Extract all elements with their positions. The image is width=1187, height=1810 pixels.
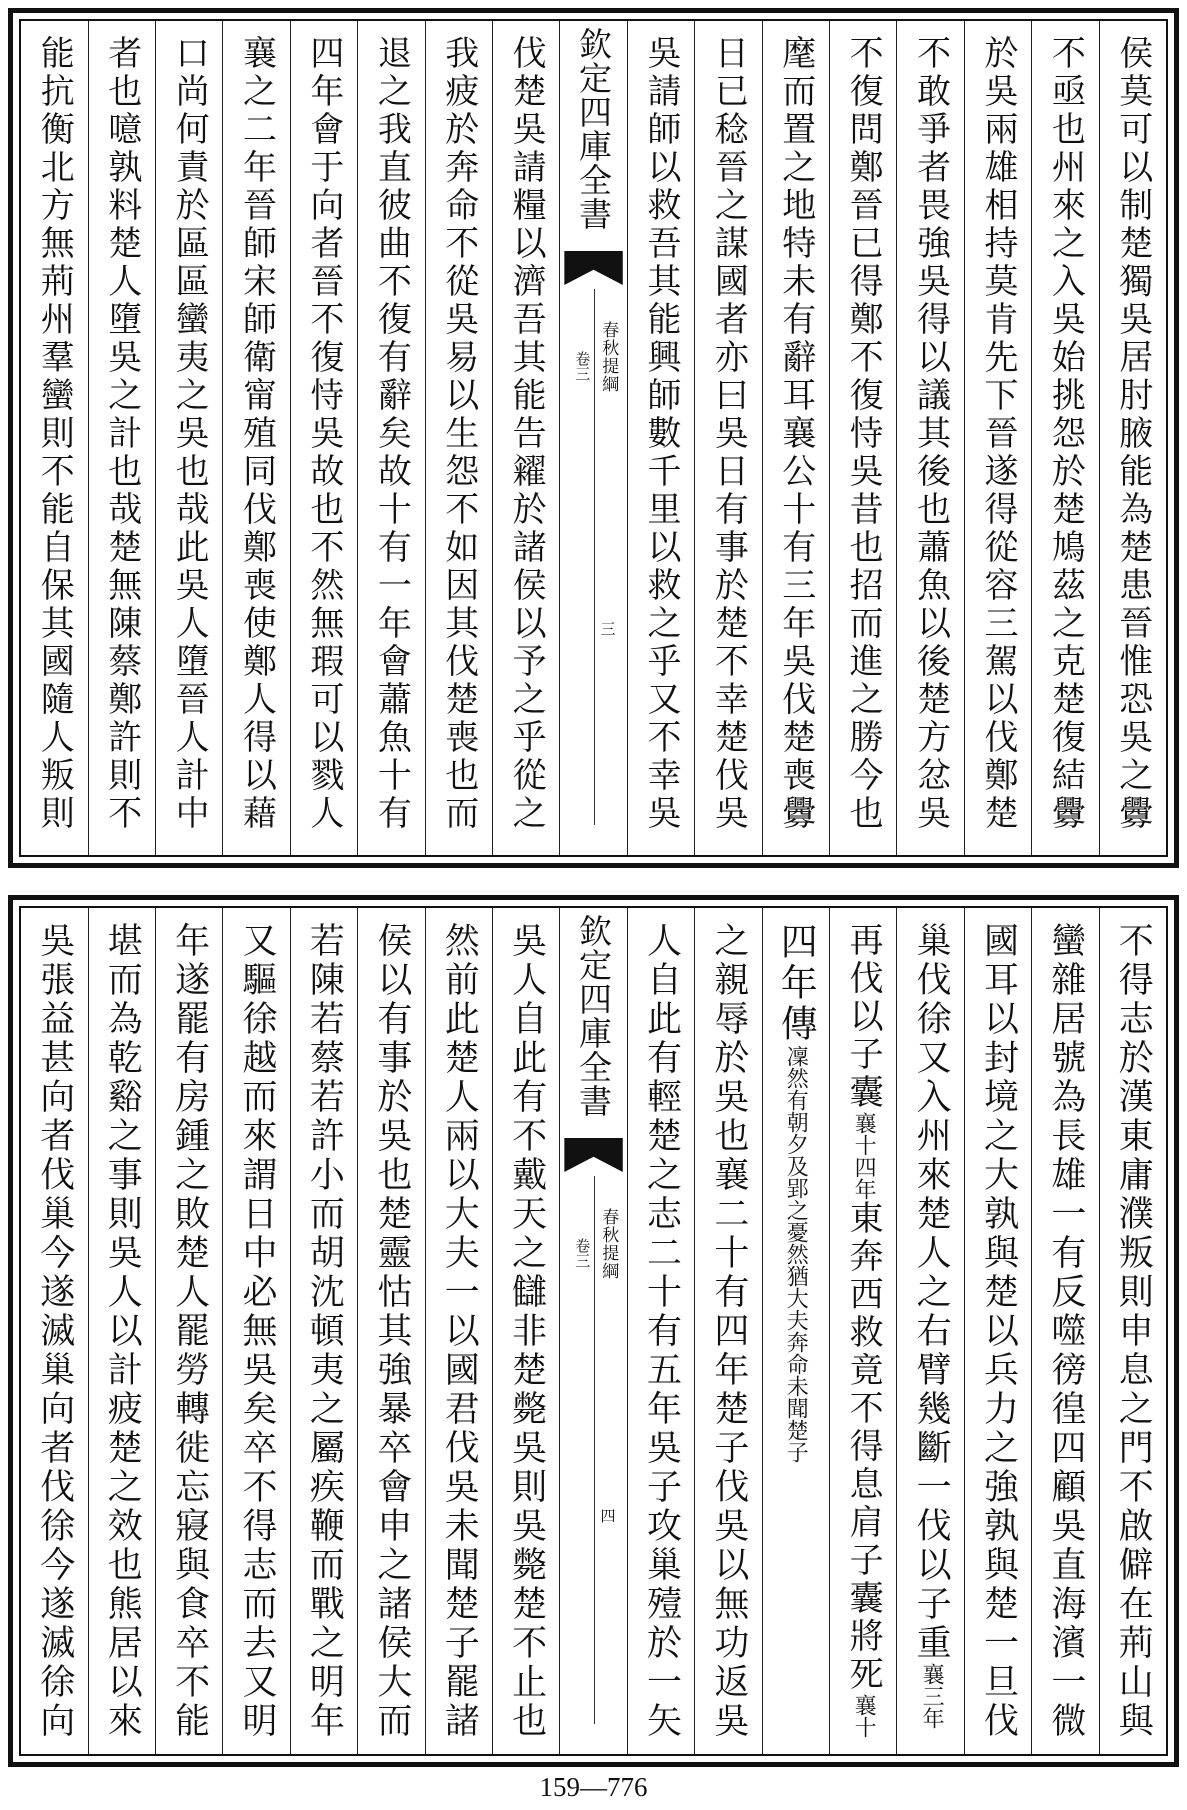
text-column	[222, 21, 289, 855]
text-column	[627, 21, 694, 855]
column-text: 麾而置之地特未有辭耳襄公十有三年吳伐楚喪釁	[775, 35, 816, 833]
column-text: 吳人自此有不戴天之讎非楚斃吳則吳斃楚不止也	[506, 922, 547, 1741]
column-text: 若陳若蔡若許小而胡沈頓夷之屬疾鞭而戰之明年	[304, 922, 345, 1741]
main-text-run: 四年傳	[774, 922, 818, 1045]
text-column	[1031, 21, 1098, 855]
top-text-columns	[21, 21, 1166, 855]
text-column	[694, 908, 761, 1754]
column-text: 退之我直彼曲不復有辭矣故十有一年會蕭魚十有	[371, 35, 412, 833]
annotation-note: 凜然有朝夕及郢之憂然猶大夫奔命未聞楚子	[783, 1045, 809, 1463]
fish-tail-mark-icon	[564, 251, 622, 285]
column-text: 人自此有輕楚之志二十有五年吳子攻巢殪於一矢	[641, 922, 682, 1741]
main-text-run: 再伐以子囊	[843, 922, 884, 1112]
column-text: 者也噫孰料楚人墮吳之計也哉楚無陳蔡鄭許則不	[101, 35, 142, 833]
text-column	[896, 21, 963, 855]
column-text: 年遂罷有房鍾之敗楚人罷勞轉徙忘寢與食卒不能	[169, 922, 210, 1741]
top-page-panel	[8, 8, 1179, 868]
text-column	[290, 908, 357, 1754]
page-number-footer: 159—776	[539, 1772, 648, 1802]
column-text	[843, 922, 884, 1738]
column-text: 蠻雜居號為長雄一有反噬徬徨四顧吳直海濱一微	[1045, 922, 1086, 1741]
column-text: 日已稔晉之謀國者亦曰吳日有事於楚不幸楚伐吳	[708, 35, 749, 833]
column-text: 四年會于向者晉不復恃吳故也不然無瑕可以戮人	[303, 35, 344, 833]
text-column	[21, 21, 87, 855]
text-column	[290, 21, 357, 855]
book-title: 春秋提綱	[598, 321, 619, 393]
text-column	[1031, 908, 1098, 1754]
text-column	[492, 908, 559, 1754]
text-column	[1099, 908, 1166, 1754]
bottom-page-panel	[8, 895, 1179, 1767]
volume-label: 卷三	[573, 1238, 592, 1268]
column-text: 然前此楚人兩以大夫一以國君伐吳未聞楚子罷諸	[439, 922, 480, 1741]
bottom-text-columns	[21, 908, 1166, 1754]
column-text: 不亟也州來之入吳始挑怨於楚鳩茲之克楚復結釁	[1045, 35, 1086, 833]
text-column	[357, 21, 424, 855]
spine-rule	[594, 1176, 595, 1724]
column-text: 吳請師以救吾其能興師數千里以救之乎又不幸吳	[640, 35, 681, 833]
text-column	[492, 21, 559, 855]
text-column	[829, 21, 896, 855]
text-column	[964, 21, 1031, 855]
annotation-note: 襄十四年	[851, 1112, 877, 1200]
column-text: 侯以有事於吳也楚靈怙其強暴卒會申之諸侯大而	[371, 922, 412, 1741]
folio-number: 四	[598, 1508, 617, 1523]
column-text	[774, 922, 818, 1463]
collection-title: 欽定四庫全書	[574, 27, 614, 231]
text-column	[896, 908, 963, 1754]
text-column	[222, 908, 289, 1754]
main-text-run: 巢伐徐又入州來楚人之右臂幾斷一伐以子重	[911, 922, 952, 1663]
column-text: 伐楚吳請糧以濟吾其能告糴於諸侯以予之乎從之	[506, 35, 547, 833]
text-column	[829, 908, 896, 1754]
column-text: 堪而為乾谿之事則吳人以計疲楚之效也熊居以來	[102, 922, 143, 1741]
text-column	[694, 21, 761, 855]
bottom-page-frame	[19, 906, 1168, 1756]
text-column	[88, 21, 155, 855]
main-text-run: 東奔西救竟不得息肩子囊將死	[843, 1200, 884, 1694]
text-column	[762, 21, 829, 855]
folio-number: 三	[598, 621, 617, 636]
annotation-note: 襄十	[851, 1694, 877, 1738]
fish-tail-mark-icon	[564, 1138, 622, 1172]
spine-rule	[594, 289, 595, 825]
text-column	[425, 21, 492, 855]
text-column	[21, 908, 87, 1754]
text-column	[1099, 21, 1166, 855]
column-text: 之親辱於吳也襄二十有四年楚子伐吳以無功返吳	[708, 922, 749, 1741]
column-text: 侯莫可以制楚獨吳居肘腋能為楚患晉惟恐吳之釁	[1112, 35, 1153, 833]
text-column	[155, 21, 222, 855]
volume-label: 卷三	[573, 351, 592, 381]
column-text: 襄之二年晉師宋師衛甯殖同伐鄭喪使鄭人得以藉	[236, 35, 277, 833]
column-text: 不敢爭者畏強吳得以議其後也蕭魚以後楚方忿吳	[910, 35, 951, 833]
collection-title: 欽定四庫全書	[574, 914, 614, 1118]
column-text	[911, 922, 952, 1729]
center-spine-column	[559, 21, 626, 855]
text-column	[627, 908, 694, 1754]
column-text: 能抗衡北方無荊州羣蠻則不能自保其國隨人叛則	[34, 35, 75, 833]
column-text: 國耳以封境之大孰與楚以兵力之強孰與楚一旦伐	[978, 922, 1019, 1741]
column-text: 口尚何責於區區蠻夷之吳也哉此吳人墮晉人計中	[169, 35, 210, 833]
column-text: 不復問鄭晉已得鄭不復恃吳昔也招而進之勝今也	[843, 35, 884, 833]
text-column	[964, 908, 1031, 1754]
text-column	[357, 908, 424, 1754]
book-title: 春秋提綱	[598, 1208, 619, 1280]
column-text: 又驅徐越而來謂日中必無吳矣卒不得志而去又明	[237, 922, 278, 1741]
column-text: 吳張益甚向者伐巢今遂滅巢向者伐徐今遂滅徐向	[34, 922, 75, 1741]
text-column	[425, 908, 492, 1754]
column-text: 不得志於漢東庸濮叛則申息之門不啟僻在荊山與	[1113, 922, 1154, 1741]
column-text: 於吳兩雄相持莫肯先下晉遂得從容三駕以伐鄭楚	[977, 35, 1018, 833]
text-column	[88, 908, 155, 1754]
annotation-note: 襄三年	[919, 1663, 945, 1729]
center-spine-column	[559, 908, 626, 1754]
text-column	[155, 908, 222, 1754]
text-column	[762, 908, 829, 1754]
column-text: 我疲於奔命不從吳易以生怨不如因其伐楚喪也而	[438, 35, 479, 833]
top-page-frame	[19, 19, 1168, 857]
